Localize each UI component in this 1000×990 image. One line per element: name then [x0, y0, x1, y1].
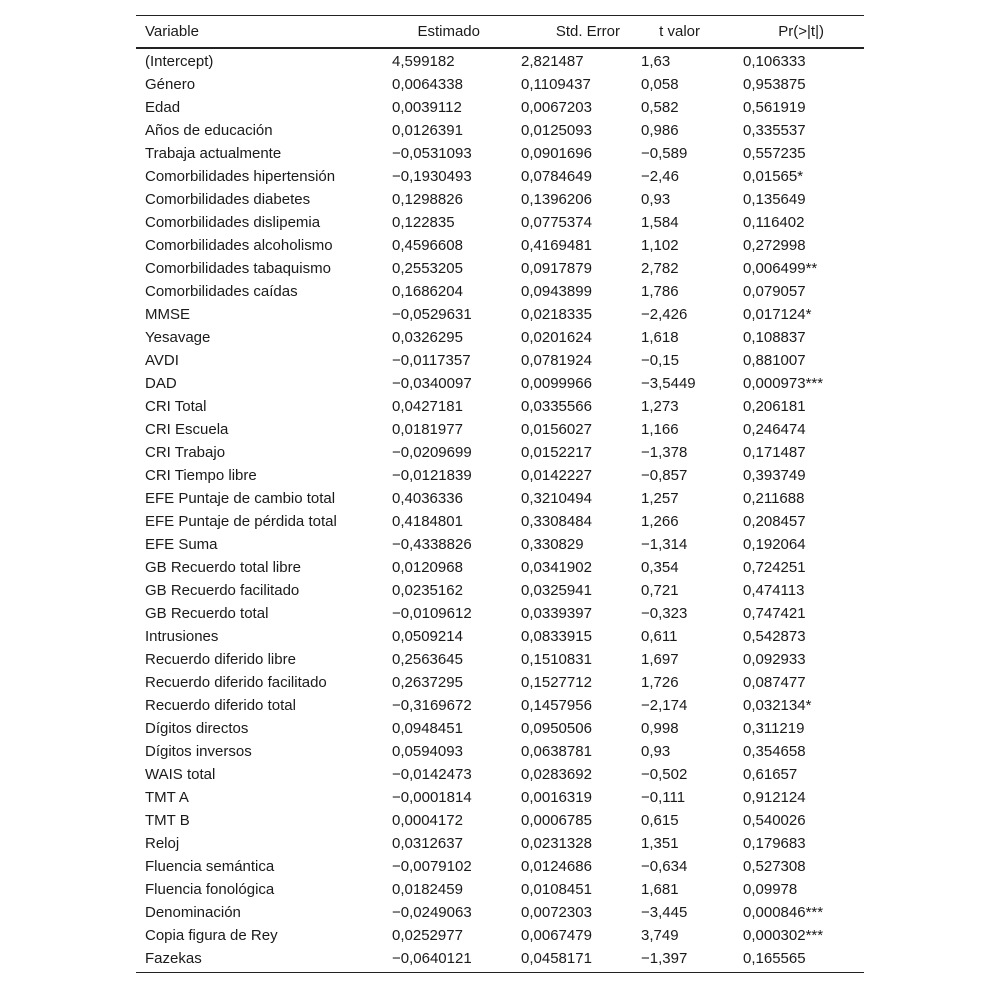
- table-row: [136, 188, 864, 211]
- cell-p-value: 0,724251: [743, 559, 806, 576]
- cell-std-error: 0,1396206: [521, 191, 592, 208]
- cell-t-valor: −2,46: [641, 168, 679, 185]
- table-header: [136, 16, 864, 49]
- cell-estimado: 0,0235162: [392, 582, 463, 599]
- cell-p-value: 0,106333: [743, 53, 806, 70]
- cell-std-error: 0,0006785: [521, 812, 592, 829]
- cell-t-valor: −0,111: [641, 789, 686, 806]
- cell-estimado: 0,4184801: [392, 513, 463, 530]
- cell-estimado: −0,0249063: [392, 904, 472, 921]
- cell-estimado: 0,0064338: [392, 76, 463, 93]
- table-row: [136, 487, 864, 510]
- cell-t-valor: −0,634: [641, 858, 688, 875]
- table-row: [136, 763, 864, 786]
- cell-variable: WAIS total: [145, 766, 216, 783]
- cell-variable: TMT B: [145, 812, 190, 829]
- cell-estimado: 0,4596608: [392, 237, 463, 254]
- cell-std-error: 0,1457956: [521, 697, 592, 714]
- table-row: [136, 50, 864, 73]
- table-row: [136, 786, 864, 809]
- cell-variable: Género: [145, 76, 196, 93]
- table-row: [136, 855, 864, 878]
- cell-p-value: 0,208457: [743, 513, 806, 530]
- table-row: [136, 464, 864, 487]
- cell-p-value: 0,474113: [743, 582, 805, 599]
- cell-estimado: 0,1298826: [392, 191, 463, 208]
- cell-std-error: 0,3308484: [521, 513, 592, 530]
- table-row: [136, 602, 864, 625]
- cell-std-error: 0,0218335: [521, 306, 592, 323]
- cell-t-valor: −2,174: [641, 697, 688, 714]
- regression-table: [136, 15, 864, 973]
- cell-std-error: 0,1510831: [521, 651, 592, 668]
- cell-std-error: 0,0156027: [521, 421, 592, 438]
- cell-variable: GB Recuerdo facilitado: [145, 582, 300, 599]
- cell-variable: Comorbilidades caídas: [145, 283, 298, 300]
- cell-p-value: 0,540026: [743, 812, 806, 829]
- cell-std-error: 0,0901696: [521, 145, 592, 162]
- cell-p-value: 0,000973***: [743, 375, 824, 392]
- cell-estimado: 0,0948451: [392, 720, 463, 737]
- cell-variable: Fazekas: [145, 950, 202, 967]
- table-row: [136, 349, 864, 372]
- cell-p-value: 0,557235: [743, 145, 806, 162]
- cell-t-valor: −3,5449: [641, 375, 696, 392]
- table-row: [136, 556, 864, 579]
- cell-t-valor: 2,782: [641, 260, 679, 277]
- cell-variable: DAD: [145, 375, 177, 392]
- cell-variable: Comorbilidades alcoholismo: [145, 237, 333, 254]
- cell-variable: Yesavage: [145, 329, 211, 346]
- cell-std-error: 0,0784649: [521, 168, 592, 185]
- table-row: [136, 142, 864, 165]
- cell-variable: Dígitos directos: [145, 720, 249, 737]
- cell-variable: Comorbilidades diabetes: [145, 191, 311, 208]
- cell-t-valor: 1,257: [641, 490, 679, 507]
- cell-estimado: −0,0001814: [392, 789, 472, 806]
- cell-p-value: 0,192064: [743, 536, 806, 553]
- cell-estimado: 0,1686204: [392, 283, 463, 300]
- cell-p-value: 0,311219: [743, 720, 805, 737]
- cell-variable: Años de educación: [145, 122, 273, 139]
- cell-p-value: 0,61657: [743, 766, 798, 783]
- cell-variable: EFE Puntaje de cambio total: [145, 490, 336, 507]
- header-t-valor: t valor: [659, 23, 700, 40]
- table-row: [136, 625, 864, 648]
- cell-std-error: 0,0917879: [521, 260, 592, 277]
- cell-variable: GB Recuerdo total: [145, 605, 269, 622]
- table-row: [136, 648, 864, 671]
- cell-variable: Reloj: [145, 835, 180, 852]
- cell-estimado: −0,0209699: [392, 444, 472, 461]
- cell-estimado: 0,0594093: [392, 743, 463, 760]
- table-row: [136, 418, 864, 441]
- cell-p-value: 0,000302***: [743, 927, 824, 944]
- cell-variable: TMT A: [145, 789, 189, 806]
- cell-t-valor: 0,582: [641, 99, 679, 116]
- cell-p-value: 0,079057: [743, 283, 806, 300]
- table-row: [136, 119, 864, 142]
- cell-estimado: −0,0531093: [392, 145, 472, 162]
- cell-p-value: 0,01565*: [743, 168, 804, 185]
- cell-estimado: 0,0312637: [392, 835, 463, 852]
- cell-t-valor: 0,93: [641, 191, 671, 208]
- cell-t-valor: 1,63: [641, 53, 671, 70]
- cell-estimado: 0,0039112: [392, 99, 462, 116]
- cell-estimado: −0,0142473: [392, 766, 472, 783]
- cell-std-error: 0,0325941: [521, 582, 592, 599]
- cell-estimado: 0,122835: [392, 214, 455, 231]
- cell-t-valor: 0,721: [641, 582, 679, 599]
- table-row: [136, 533, 864, 556]
- cell-variable: CRI Total: [145, 398, 207, 415]
- cell-p-value: 0,032134*: [743, 697, 812, 714]
- cell-variable: Recuerdo diferido facilitado: [145, 674, 327, 691]
- cell-t-valor: −1,397: [641, 950, 688, 967]
- cell-std-error: 2,821487: [521, 53, 584, 70]
- table-row: [136, 924, 864, 947]
- table-row: [136, 510, 864, 533]
- cell-variable: Comorbilidades tabaquismo: [145, 260, 331, 277]
- table-row: [136, 96, 864, 119]
- cell-estimado: 0,0182459: [392, 881, 463, 898]
- cell-variable: Comorbilidades dislipemia: [145, 214, 321, 231]
- cell-std-error: 0,0458171: [521, 950, 592, 967]
- cell-t-valor: 0,998: [641, 720, 679, 737]
- cell-std-error: 0,0335566: [521, 398, 592, 415]
- cell-std-error: 0,1527712: [521, 674, 592, 691]
- table-row: [136, 947, 864, 970]
- cell-t-valor: −0,323: [641, 605, 688, 622]
- cell-p-value: 0,165565: [743, 950, 806, 967]
- cell-p-value: 0,246474: [743, 421, 806, 438]
- table-row: [136, 303, 864, 326]
- cell-p-value: 0,017124*: [743, 306, 812, 323]
- cell-t-valor: 1,681: [641, 881, 679, 898]
- cell-variable: Trabaja actualmente: [145, 145, 282, 162]
- cell-p-value: 0,171487: [743, 444, 806, 461]
- cell-std-error: 0,0072303: [521, 904, 592, 921]
- cell-t-valor: 3,749: [641, 927, 679, 944]
- cell-estimado: −0,0121839: [392, 467, 472, 484]
- cell-std-error: 0,1109437: [521, 76, 591, 93]
- cell-std-error: 0,4169481: [521, 237, 592, 254]
- cell-p-value: 0,135649: [743, 191, 806, 208]
- cell-estimado: −0,0529631: [392, 306, 472, 323]
- cell-std-error: 0,0283692: [521, 766, 592, 783]
- cell-t-valor: 0,611: [641, 628, 678, 645]
- cell-t-valor: −2,426: [641, 306, 688, 323]
- cell-estimado: 0,0252977: [392, 927, 463, 944]
- cell-t-valor: 1,102: [641, 237, 679, 254]
- cell-variable: EFE Puntaje de pérdida total: [145, 513, 337, 530]
- cell-estimado: −0,0109612: [392, 605, 472, 622]
- table-row: [136, 901, 864, 924]
- cell-std-error: 0,0833915: [521, 628, 592, 645]
- cell-std-error: 0,0124686: [521, 858, 592, 875]
- cell-variable: Copia figura de Rey: [145, 927, 278, 944]
- cell-variable: Fluencia semántica: [145, 858, 275, 875]
- cell-variable: CRI Tiempo libre: [145, 467, 257, 484]
- cell-estimado: −0,4338826: [392, 536, 472, 553]
- cell-p-value: 0,09978: [743, 881, 798, 898]
- cell-std-error: 0,0099966: [521, 375, 592, 392]
- cell-std-error: 0,3210494: [521, 490, 592, 507]
- table-row: [136, 211, 864, 234]
- cell-p-value: 0,179683: [743, 835, 806, 852]
- cell-t-valor: 1,166: [641, 421, 679, 438]
- cell-t-valor: −1,314: [641, 536, 688, 553]
- table-row: [136, 257, 864, 280]
- cell-std-error: 0,0781924: [521, 352, 592, 369]
- cell-estimado: 0,0326295: [392, 329, 463, 346]
- cell-p-value: 0,206181: [743, 398, 806, 415]
- header-std-error: Std. Error: [555, 23, 620, 40]
- cell-p-value: 0,006499**: [743, 260, 818, 277]
- cell-t-valor: 0,354: [641, 559, 679, 576]
- table-row: [136, 671, 864, 694]
- cell-variable: Comorbilidades hipertensión: [145, 168, 336, 185]
- cell-t-valor: −0,502: [641, 766, 688, 783]
- cell-std-error: 0,330829: [521, 536, 584, 553]
- cell-estimado: 0,0004172: [392, 812, 463, 829]
- table-row: [136, 441, 864, 464]
- cell-std-error: 0,0108451: [521, 881, 592, 898]
- cell-p-value: 0,211688: [743, 490, 805, 507]
- cell-estimado: −0,0079102: [392, 858, 472, 875]
- cell-p-value: 0,881007: [743, 352, 806, 369]
- cell-variable: AVDI: [145, 352, 179, 369]
- cell-variable: Intrusiones: [145, 628, 219, 645]
- cell-variable: GB Recuerdo total libre: [145, 559, 301, 576]
- cell-estimado: 0,0126391: [392, 122, 463, 139]
- cell-std-error: 0,0067203: [521, 99, 592, 116]
- cell-p-value: 0,092933: [743, 651, 806, 668]
- cell-estimado: 0,0427181: [392, 398, 463, 415]
- cell-estimado: −0,0340097: [392, 375, 472, 392]
- cell-estimado: −0,1930493: [392, 168, 472, 185]
- cell-std-error: 0,0152217: [521, 444, 592, 461]
- cell-p-value: 0,116402: [743, 214, 805, 231]
- cell-p-value: 0,108837: [743, 329, 806, 346]
- cell-t-valor: 1,266: [641, 513, 679, 530]
- cell-std-error: 0,0067479: [521, 927, 592, 944]
- cell-t-valor: 0,986: [641, 122, 679, 139]
- cell-t-valor: −0,589: [641, 145, 688, 162]
- cell-std-error: 0,0950506: [521, 720, 592, 737]
- table-row: [136, 579, 864, 602]
- cell-p-value: 0,272998: [743, 237, 806, 254]
- cell-std-error: 0,0125093: [521, 122, 592, 139]
- cell-std-error: 0,0339397: [521, 605, 592, 622]
- cell-t-valor: −0,15: [641, 352, 679, 369]
- table-row: [136, 395, 864, 418]
- cell-p-value: 0,000846***: [743, 904, 824, 921]
- cell-t-valor: 0,615: [641, 812, 679, 829]
- cell-estimado: 0,0120968: [392, 559, 463, 576]
- cell-variable: Denominación: [145, 904, 241, 921]
- cell-std-error: 0,0231328: [521, 835, 592, 852]
- cell-estimado: −0,0640121: [392, 950, 472, 967]
- cell-std-error: 0,0341902: [521, 559, 592, 576]
- cell-estimado: 0,2563645: [392, 651, 463, 668]
- table-row: [136, 165, 864, 188]
- table-row: [136, 878, 864, 901]
- cell-variable: Fluencia fonológica: [145, 881, 275, 898]
- cell-variable: (Intercept): [145, 53, 214, 70]
- cell-variable: Recuerdo diferido total: [145, 697, 296, 714]
- cell-estimado: 0,2553205: [392, 260, 463, 277]
- table-row: [136, 326, 864, 349]
- cell-std-error: 0,0016319: [521, 789, 592, 806]
- table-row: [136, 73, 864, 96]
- cell-t-valor: −1,378: [641, 444, 688, 461]
- header-variable: Variable: [145, 23, 199, 40]
- cell-t-valor: −3,445: [641, 904, 688, 921]
- cell-variable: CRI Trabajo: [145, 444, 226, 461]
- cell-estimado: −0,0117357: [392, 352, 471, 369]
- cell-variable: Dígitos inversos: [145, 743, 252, 760]
- cell-t-valor: 0,058: [641, 76, 679, 93]
- cell-estimado: 0,0181977: [392, 421, 463, 438]
- table-row: [136, 234, 864, 257]
- cell-estimado: 0,0509214: [392, 628, 463, 645]
- cell-variable: Recuerdo diferido libre: [145, 651, 296, 668]
- cell-p-value: 0,335537: [743, 122, 806, 139]
- table-row: [136, 280, 864, 303]
- cell-t-valor: 1,786: [641, 283, 679, 300]
- cell-variable: Edad: [145, 99, 181, 116]
- cell-std-error: 0,0775374: [521, 214, 592, 231]
- cell-p-value: 0,393749: [743, 467, 806, 484]
- cell-estimado: 4,599182: [392, 53, 455, 70]
- table-row: [136, 372, 864, 395]
- cell-t-valor: 1,584: [641, 214, 679, 231]
- cell-t-valor: 1,273: [641, 398, 679, 415]
- cell-variable: MMSE: [145, 306, 190, 323]
- cell-t-valor: −0,857: [641, 467, 688, 484]
- cell-estimado: −0,3169672: [392, 697, 472, 714]
- cell-t-valor: 1,726: [641, 674, 679, 691]
- cell-std-error: 0,0201624: [521, 329, 592, 346]
- cell-t-valor: 1,618: [641, 329, 679, 346]
- cell-p-value: 0,542873: [743, 628, 806, 645]
- cell-estimado: 0,4036336: [392, 490, 463, 507]
- cell-p-value: 0,527308: [743, 858, 806, 875]
- table-row: [136, 809, 864, 832]
- cell-std-error: 0,0142227: [521, 467, 592, 484]
- cell-p-value: 0,354658: [743, 743, 806, 760]
- cell-p-value: 0,912124: [743, 789, 806, 806]
- cell-p-value: 0,747421: [743, 605, 806, 622]
- header-estimado: Estimado: [417, 23, 480, 40]
- table-row: [136, 694, 864, 717]
- cell-variable: CRI Escuela: [145, 421, 229, 438]
- table-row: [136, 832, 864, 855]
- cell-t-valor: 0,93: [641, 743, 671, 760]
- cell-variable: EFE Suma: [145, 536, 218, 553]
- cell-std-error: 0,0943899: [521, 283, 592, 300]
- cell-std-error: 0,0638781: [521, 743, 592, 760]
- cell-t-valor: 1,351: [641, 835, 679, 852]
- cell-t-valor: 1,697: [641, 651, 679, 668]
- cell-p-value: 0,087477: [743, 674, 806, 691]
- cell-estimado: 0,2637295: [392, 674, 463, 691]
- table-row: [136, 717, 864, 740]
- cell-p-value: 0,953875: [743, 76, 806, 93]
- cell-p-value: 0,561919: [743, 99, 806, 116]
- table-body: [136, 50, 864, 972]
- table-row: [136, 740, 864, 763]
- header-p-value: Pr(>|t|): [778, 23, 824, 40]
